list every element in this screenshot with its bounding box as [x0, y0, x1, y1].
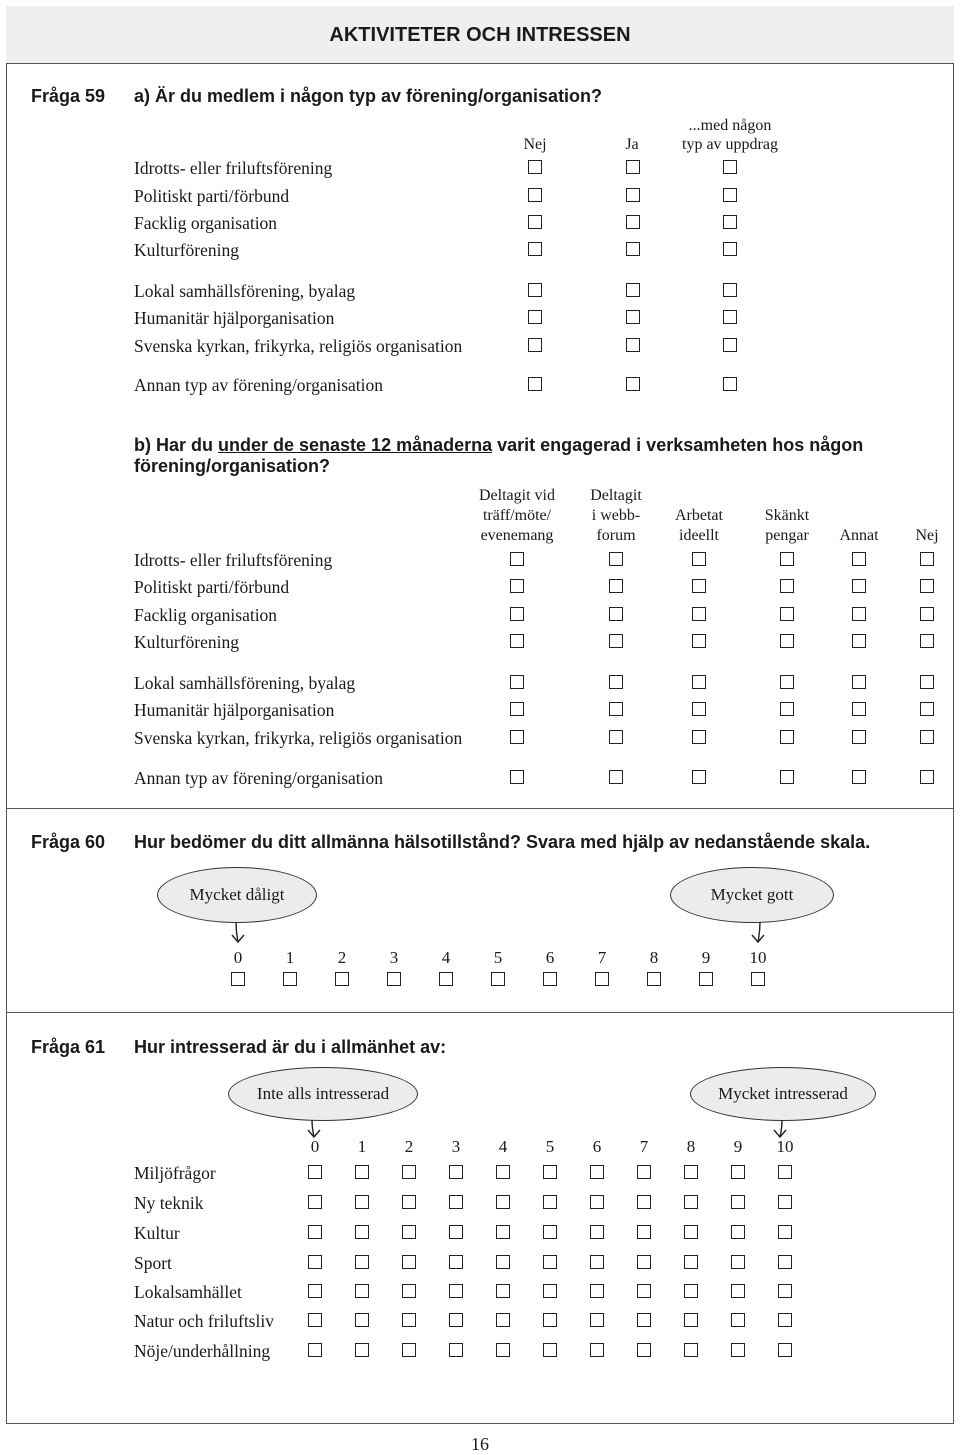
q61-checkbox[interactable]: [684, 1313, 698, 1327]
q61-checkbox[interactable]: [731, 1225, 745, 1239]
q59b-row-label: Svenska kyrkan, frikyrka, religiös organisation: [134, 728, 463, 748]
page-number: 16: [471, 1434, 489, 1454]
q59b-checkbox[interactable]: [510, 770, 524, 784]
q59a-checkbox[interactable]: [723, 215, 737, 229]
q59b-row-label: Annan typ av förening/organisation: [134, 768, 383, 788]
q61-scale-number: 7: [639, 1137, 649, 1156]
q61-checkbox[interactable]: [637, 1343, 651, 1357]
q60-high-anchor: Mycket gott: [670, 867, 834, 923]
q59b-checkbox[interactable]: [510, 552, 524, 566]
q59b-checkbox[interactable]: [609, 552, 623, 566]
q59a-checkbox[interactable]: [626, 283, 640, 297]
q59b-row-label: Kulturförening: [134, 632, 239, 652]
q59b-checkbox[interactable]: [510, 579, 524, 593]
q59a-checkbox[interactable]: [528, 215, 542, 229]
q59b-col-header: Annat: [839, 527, 879, 544]
q59b-checkbox[interactable]: [852, 607, 866, 621]
q61-checkbox[interactable]: [355, 1255, 369, 1269]
q60-scale-checkbox[interactable]: [231, 972, 245, 986]
q59a-checkbox[interactable]: [528, 283, 542, 297]
q61-checkbox[interactable]: [402, 1255, 416, 1269]
q61-checkbox[interactable]: [496, 1225, 510, 1239]
q59b-checkbox[interactable]: [692, 634, 706, 648]
q61-scale-number: 4: [498, 1137, 508, 1156]
q59b-checkbox[interactable]: [780, 770, 794, 784]
q59b-checkbox[interactable]: [609, 730, 623, 744]
q61-checkbox[interactable]: [637, 1284, 651, 1298]
q60-scale-number: 4: [441, 948, 451, 967]
q61-checkbox[interactable]: [308, 1255, 322, 1269]
q59a-row-label: Lokal samhällsförening, byalag: [134, 281, 356, 301]
q59b-checkbox[interactable]: [692, 730, 706, 744]
q59a-col-ja: Ja: [625, 136, 639, 153]
q61-low-anchor: Inte alls intresserad: [228, 1067, 418, 1121]
q61-checkbox[interactable]: [402, 1284, 416, 1298]
q59b-checkbox[interactable]: [609, 634, 623, 648]
q60-scale-checkbox[interactable]: [335, 972, 349, 986]
q59b-checkbox[interactable]: [780, 675, 794, 689]
q61-checkbox[interactable]: [731, 1343, 745, 1357]
q60-scale-checkbox[interactable]: [387, 972, 401, 986]
q61-checkbox[interactable]: [496, 1195, 510, 1209]
q59a-checkbox[interactable]: [528, 242, 542, 256]
q59a-row-label: Politiskt parti/förbund: [134, 186, 290, 206]
q61-checkbox[interactable]: [590, 1255, 604, 1269]
q61-checkbox[interactable]: [778, 1165, 792, 1179]
q60-scale-checkbox[interactable]: [283, 972, 297, 986]
q59b-col-header: pengar: [765, 527, 809, 544]
q61-checkbox[interactable]: [543, 1284, 557, 1298]
q59b-checkbox[interactable]: [920, 634, 934, 648]
q61-checkbox[interactable]: [402, 1225, 416, 1239]
q59b-checkbox[interactable]: [920, 579, 934, 593]
q60-scale-checkbox[interactable]: [491, 972, 505, 986]
q59b-checkbox[interactable]: [692, 607, 706, 621]
q61-checkbox[interactable]: [402, 1313, 416, 1327]
q61-checkbox[interactable]: [308, 1343, 322, 1357]
q61-checkbox[interactable]: [308, 1195, 322, 1209]
q61-checkbox[interactable]: [684, 1225, 698, 1239]
q59a-row-label: Svenska kyrkan, frikyrka, religiös organisation: [134, 336, 463, 356]
q61-checkbox[interactable]: [637, 1255, 651, 1269]
q59b-checkbox[interactable]: [852, 702, 866, 716]
q61-checkbox[interactable]: [731, 1165, 745, 1179]
q59b-question: [134, 435, 863, 456]
q59a-checkbox[interactable]: [626, 310, 640, 324]
q59b-checkbox[interactable]: [852, 675, 866, 689]
q61-checkbox[interactable]: [684, 1343, 698, 1357]
q59b-checkbox[interactable]: [780, 579, 794, 593]
q61-checkbox[interactable]: [590, 1343, 604, 1357]
q59a-checkbox[interactable]: [528, 377, 542, 391]
q59b-checkbox[interactable]: [692, 579, 706, 593]
q59b-question-suffix: varit engagerad i verksamheten hos någon: [492, 435, 864, 455]
q61-scale-number: 9: [733, 1137, 743, 1156]
q59b-checkbox[interactable]: [852, 552, 866, 566]
q61-checkbox[interactable]: [778, 1284, 792, 1298]
q59b-checkbox[interactable]: [852, 634, 866, 648]
q61-checkbox[interactable]: [684, 1165, 698, 1179]
q61-checkbox[interactable]: [684, 1255, 698, 1269]
q59b-checkbox[interactable]: [920, 607, 934, 621]
q59b-col-header: forum: [596, 527, 636, 544]
q60-scale-number: 5: [493, 948, 503, 967]
q60-scale-number: 7: [597, 948, 607, 967]
q60-question: Hur bedömer du ditt allmänna hälsotillstånd? Svara med hjälp av nedanstående skala.: [134, 832, 871, 852]
q61-checkbox[interactable]: [496, 1255, 510, 1269]
q59b-checkbox[interactable]: [920, 552, 934, 566]
q61-scale-number: 8: [686, 1137, 696, 1156]
page-title: AKTIVITETER OCH INTRESSEN: [329, 24, 631, 46]
q59b-col-header: Deltagit: [590, 487, 642, 504]
q60-scale-checkbox[interactable]: [751, 972, 765, 986]
q61-checkbox[interactable]: [308, 1313, 322, 1327]
q61-checkbox[interactable]: [402, 1165, 416, 1179]
divider-q60: [6, 808, 954, 809]
q59b-checkbox[interactable]: [920, 675, 934, 689]
q61-checkbox[interactable]: [543, 1195, 557, 1209]
q61-row-label: Miljöfrågor: [134, 1163, 216, 1183]
q59b-row-label: Lokal samhällsförening, byalag: [134, 673, 356, 693]
q61-checkbox[interactable]: [778, 1343, 792, 1357]
q59a-checkbox[interactable]: [723, 377, 737, 391]
q59a-question: a) Är du medlem i någon typ av förening/organisation?: [134, 86, 603, 106]
q59a-checkbox[interactable]: [626, 377, 640, 391]
q59b-checkbox[interactable]: [780, 730, 794, 744]
q59b-col-header: Arbetat: [675, 507, 723, 524]
q61-row-label: Ny teknik: [134, 1193, 204, 1213]
q59b-checkbox[interactable]: [920, 702, 934, 716]
q61-checkbox[interactable]: [308, 1284, 322, 1298]
q60-scale-number: 9: [701, 948, 711, 967]
q59b-checkbox[interactable]: [609, 702, 623, 716]
q59a-checkbox[interactable]: [626, 215, 640, 229]
q61-checkbox[interactable]: [590, 1284, 604, 1298]
q59b-row-label: Facklig organisation: [134, 605, 278, 625]
q59b-checkbox[interactable]: [609, 770, 623, 784]
q61-row-label: Lokalsamhället: [134, 1282, 242, 1302]
q61-checkbox[interactable]: [543, 1343, 557, 1357]
q59b-checkbox[interactable]: [780, 634, 794, 648]
q59a-checkbox[interactable]: [723, 283, 737, 297]
q61-checkbox[interactable]: [449, 1284, 463, 1298]
q61-checkbox[interactable]: [731, 1195, 745, 1209]
q60-scale-checkbox[interactable]: [595, 972, 609, 986]
q59b-checkbox[interactable]: [692, 675, 706, 689]
q59b-col-header: Nej: [915, 527, 939, 544]
q59a-checkbox[interactable]: [528, 310, 542, 324]
q59b-question-underlined: under de senaste 12 månaderna: [218, 435, 493, 455]
q61-checkbox[interactable]: [731, 1284, 745, 1298]
q59b-row-label: Humanitär hjälporganisation: [134, 700, 335, 720]
q59a-row-label: Annan typ av förening/organisation: [134, 375, 383, 395]
q59b-checkbox[interactable]: [780, 607, 794, 621]
q60-low-anchor: Mycket dåligt: [157, 867, 317, 923]
q61-checkbox[interactable]: [543, 1255, 557, 1269]
q59a-checkbox[interactable]: [626, 338, 640, 352]
q61-checkbox[interactable]: [778, 1225, 792, 1239]
q61-checkbox[interactable]: [355, 1165, 369, 1179]
q61-checkbox[interactable]: [543, 1165, 557, 1179]
q59b-checkbox[interactable]: [510, 675, 524, 689]
q60-label: Fråga 60: [31, 832, 106, 852]
q60-scale-checkbox[interactable]: [699, 972, 713, 986]
q61-scale-number: 10: [776, 1137, 794, 1156]
q59b-col-header: ideellt: [679, 527, 719, 544]
q61-checkbox[interactable]: [496, 1284, 510, 1298]
q61-label: Fråga 61: [31, 1037, 106, 1057]
q59a-row-label: Humanitär hjälporganisation: [134, 308, 335, 328]
q60-scale-number: 2: [337, 948, 347, 967]
q60-scale-number: 6: [545, 948, 555, 967]
q61-checkbox[interactable]: [449, 1255, 463, 1269]
q60-scale-number: 10: [749, 948, 767, 967]
q61-checkbox[interactable]: [590, 1225, 604, 1239]
q61-scale-number: 6: [592, 1137, 602, 1156]
q59b-checkbox[interactable]: [852, 770, 866, 784]
q59a-checkbox[interactable]: [528, 338, 542, 352]
q61-checkbox[interactable]: [778, 1313, 792, 1327]
q59a-checkbox[interactable]: [528, 188, 542, 202]
q60-scale-number: 3: [389, 948, 399, 967]
q59a-checkbox[interactable]: [723, 242, 737, 256]
q60-scale-number: 8: [649, 948, 659, 967]
q61-checkbox[interactable]: [308, 1165, 322, 1179]
q61-checkbox[interactable]: [449, 1313, 463, 1327]
q59-label: Fråga 59: [31, 86, 106, 106]
q60-scale-checkbox[interactable]: [439, 972, 453, 986]
q61-row-label: Natur och friluftsliv: [134, 1311, 274, 1331]
q60-scale-number: 0: [233, 948, 243, 967]
q61-checkbox[interactable]: [684, 1284, 698, 1298]
q59a-checkbox[interactable]: [723, 160, 737, 174]
q61-checkbox[interactable]: [590, 1195, 604, 1209]
q59b-checkbox[interactable]: [510, 702, 524, 716]
q61-checkbox[interactable]: [308, 1225, 322, 1239]
q61-checkbox[interactable]: [637, 1225, 651, 1239]
q59b-checkbox[interactable]: [692, 770, 706, 784]
q60-scale-checkbox[interactable]: [543, 972, 557, 986]
q61-checkbox[interactable]: [543, 1313, 557, 1327]
q59b-checkbox[interactable]: [852, 579, 866, 593]
q59b-checkbox[interactable]: [609, 579, 623, 593]
q61-checkbox[interactable]: [590, 1165, 604, 1179]
q61-checkbox[interactable]: [778, 1195, 792, 1209]
q59a-row-label: Kulturförening: [134, 240, 239, 260]
q59b-col-header: i webb-: [591, 507, 641, 524]
q61-high-anchor: Mycket intresserad: [690, 1067, 876, 1121]
q61-question: Hur intresserad är du i allmänhet av:: [134, 1037, 447, 1057]
q61-checkbox[interactable]: [637, 1165, 651, 1179]
q61-row-label: Kultur: [134, 1223, 180, 1243]
q61-checkbox[interactable]: [496, 1165, 510, 1179]
q59b-checkbox[interactable]: [852, 730, 866, 744]
q61-scale-number: 3: [451, 1137, 461, 1156]
q59b-question-line2: förening/organisation?: [134, 456, 330, 476]
q59a-checkbox[interactable]: [626, 160, 640, 174]
q59b-checkbox[interactable]: [510, 730, 524, 744]
q61-checkbox[interactable]: [496, 1343, 510, 1357]
q59a-row-label: Facklig organisation: [134, 213, 278, 233]
q59b-checkbox[interactable]: [510, 634, 524, 648]
q59a-checkbox[interactable]: [723, 188, 737, 202]
q59a-row-label: Idrotts- eller friluftsförening: [134, 158, 333, 178]
q61-scale-number: 0: [310, 1137, 320, 1156]
q61-row-label: Sport: [134, 1253, 172, 1273]
q61-checkbox[interactable]: [355, 1343, 369, 1357]
q59b-checkbox[interactable]: [609, 675, 623, 689]
q61-scale-number: 2: [404, 1137, 414, 1156]
q59b-row-label: Politiskt parti/förbund: [134, 577, 290, 597]
divider-q61: [6, 1012, 954, 1013]
q59a-col-nej: Nej: [523, 136, 547, 153]
q61-checkbox[interactable]: [731, 1313, 745, 1327]
q59b-col-header: evenemang: [480, 527, 554, 544]
q61-checkbox[interactable]: [731, 1255, 745, 1269]
q59b-checkbox[interactable]: [920, 770, 934, 784]
q59a-checkbox[interactable]: [723, 338, 737, 352]
q59b-row-label: Idrotts- eller friluftsförening: [134, 550, 333, 570]
q59b-checkbox[interactable]: [780, 552, 794, 566]
q59b-checkbox[interactable]: [780, 702, 794, 716]
q61-checkbox[interactable]: [590, 1313, 604, 1327]
q61-checkbox[interactable]: [355, 1313, 369, 1327]
q60-scale-checkbox[interactable]: [647, 972, 661, 986]
q61-checkbox[interactable]: [449, 1343, 463, 1357]
q59b-col-header: Skänkt: [764, 507, 810, 524]
q61-checkbox[interactable]: [449, 1225, 463, 1239]
q59b-checkbox[interactable]: [692, 552, 706, 566]
q59b-checkbox[interactable]: [510, 607, 524, 621]
q61-checkbox[interactable]: [778, 1255, 792, 1269]
q61-checkbox[interactable]: [355, 1284, 369, 1298]
q61-checkbox[interactable]: [449, 1165, 463, 1179]
q59a-checkbox[interactable]: [626, 188, 640, 202]
q59a-checkbox[interactable]: [626, 242, 640, 256]
q59a-checkbox[interactable]: [723, 310, 737, 324]
q59b-col-header: träff/möte/: [482, 507, 552, 524]
q61-scale-number: 1: [357, 1137, 367, 1156]
q59a-col-uppdrag-2: typ av uppdrag: [682, 136, 778, 153]
q60-scale-number: 1: [285, 948, 295, 967]
q61-checkbox[interactable]: [637, 1195, 651, 1209]
q61-checkbox[interactable]: [637, 1313, 651, 1327]
q61-checkbox[interactable]: [402, 1195, 416, 1209]
q61-checkbox[interactable]: [355, 1225, 369, 1239]
q61-checkbox[interactable]: [496, 1313, 510, 1327]
q59a-col-uppdrag-1: ...med någon: [688, 117, 772, 134]
q61-checkbox[interactable]: [543, 1225, 557, 1239]
q61-checkbox[interactable]: [355, 1195, 369, 1209]
q59b-checkbox[interactable]: [920, 730, 934, 744]
q61-scale-number: 5: [545, 1137, 555, 1156]
q59b-question-prefix: b) Har du: [134, 435, 218, 455]
q61-row-label: Nöje/underhållning: [134, 1341, 271, 1361]
q61-checkbox[interactable]: [449, 1195, 463, 1209]
q59b-col-header: Deltagit vid: [479, 487, 555, 504]
q59b-checkbox[interactable]: [609, 607, 623, 621]
q61-checkbox[interactable]: [402, 1343, 416, 1357]
q61-checkbox[interactable]: [684, 1195, 698, 1209]
q59b-checkbox[interactable]: [692, 702, 706, 716]
q59a-checkbox[interactable]: [528, 160, 542, 174]
